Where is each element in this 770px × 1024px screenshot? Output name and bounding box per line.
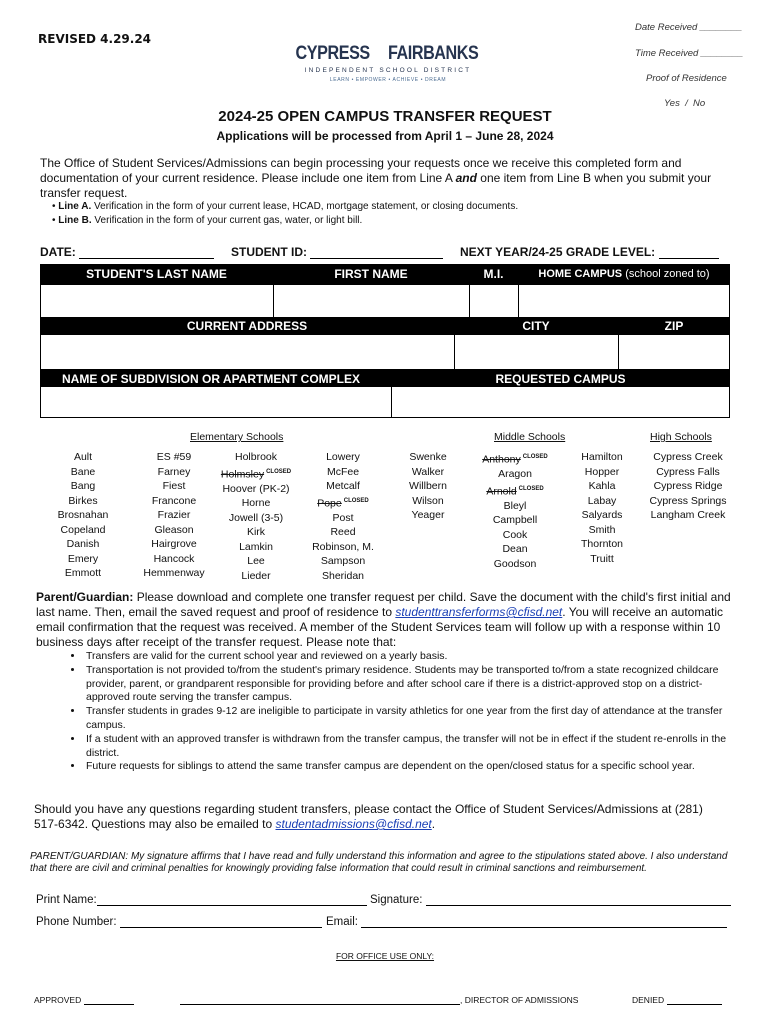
affirmation-text: PARENT/GUARDIAN: My signature affirms that I have read and fully understand this information and agree to the stipulations stated above. I also understand that there are civil and criminal penalties for knowingly providing false information that could result in criminal sanctions and reimbursement.: [30, 851, 728, 874]
elementary-school-item: [134, 494, 214, 509]
student-id-label: STUDENT ID:: [231, 245, 307, 259]
requested-campus-input[interactable]: [391, 386, 730, 418]
line-a-text: Verification in the form of your current lease, HCAD, mortgage statement, or closing documents.: [94, 201, 519, 212]
school-name: Cypress Ridge: [653, 480, 723, 492]
school-name: Yeager: [411, 509, 445, 521]
first-name-input[interactable]: [273, 284, 470, 318]
last-name-input[interactable]: [40, 284, 274, 318]
logo-left-text: CYPRESS: [295, 43, 370, 64]
middle-school-item: [470, 450, 560, 467]
high-column: [640, 450, 736, 523]
yes-no-option[interactable]: Yes / No: [664, 98, 706, 109]
address-header: CURRENT ADDRESS: [40, 318, 454, 334]
closed-badge: CLOSED: [522, 454, 548, 460]
elementary-school-item: [302, 525, 384, 540]
middle-school-item: [566, 450, 638, 465]
elementary-school-item: [48, 450, 118, 465]
phone-field[interactable]: [36, 916, 322, 928]
school-name: Swenke: [409, 451, 447, 463]
questions-paragraph: [34, 802, 724, 832]
line-b-item: • Line B. Verification in the form of your current gas, water, or light bill.: [52, 215, 363, 226]
city-input[interactable]: [454, 334, 619, 370]
elementary-school-item: [214, 540, 298, 555]
time-received: Time Received ________: [635, 48, 744, 59]
high-school-item: [640, 479, 736, 494]
elementary-school-item: [392, 508, 464, 523]
elementary-column-2: [134, 450, 214, 581]
elementary-school-item: [134, 465, 214, 480]
school-name: Fiest: [162, 480, 186, 492]
school-name: Walker: [411, 465, 445, 478]
elementary-school-item: [392, 465, 464, 480]
school-name: Ault: [73, 451, 93, 463]
elementary-school-item: [302, 569, 384, 584]
questions-text: Should you have any questions regarding student transfers, please contact the Office of Student Services/Admissions at (281) 517-6342. Questions may also be emailed to: [34, 802, 703, 831]
district-logo: [295, 42, 479, 94]
city-header: CITY: [454, 318, 618, 334]
school-name: Pope: [317, 497, 342, 509]
school-name: Hancock: [153, 552, 195, 565]
school-name: Lee: [247, 555, 265, 567]
note-item: • Future requests for siblings to attend the same transfer campus are dependent on the open/closed status for a specific school year.: [84, 760, 734, 774]
school-name: Arnold: [486, 485, 517, 497]
school-name: Farney: [157, 465, 191, 478]
school-name: Metcalf: [326, 480, 360, 492]
guardian-text-1: Please download and complete one transfer request per child. Save the document with the child's first initial and last name. Then, email the saved request and proof of residence to: [36, 590, 731, 619]
middle-school-item: [566, 494, 638, 509]
school-name: Hemmenway: [143, 567, 205, 579]
zip-input[interactable]: [618, 334, 730, 370]
line-a-item: • Line A. Verification in the form of your current lease, HCAD, mortgage statement, or closing documents.: [52, 201, 519, 212]
school-name: Hamilton: [581, 451, 623, 463]
elementary-school-item: [134, 552, 214, 567]
elementary-column-1: [48, 450, 118, 581]
middle-column-2: [566, 450, 638, 566]
line-b-text: Verification in the form of your current gas, water, or light bill.: [94, 215, 363, 226]
school-name: Reed: [330, 526, 356, 538]
guardian-label: Parent/Guardian:: [36, 590, 134, 604]
guardian-paragraph: [36, 590, 736, 650]
elementary-school-item: [214, 465, 298, 482]
school-name: Labay: [587, 494, 617, 507]
logo-subtitle: INDEPENDENT SCHOOL DISTRICT: [304, 67, 472, 74]
school-name: Bane: [70, 465, 96, 478]
notes-list: [64, 650, 734, 774]
home-campus-note: (school zoned to): [625, 268, 710, 280]
logo-tagline: LEARN • EMPOWER • ACHIEVE • DREAM: [329, 77, 447, 83]
elementary-school-item: [134, 508, 214, 523]
elementary-column-5: [392, 450, 464, 523]
requested-campus-header: REQUESTED CAMPUS: [391, 370, 730, 388]
elementary-school-item: [48, 537, 118, 552]
line-a-label: Line A.: [58, 201, 92, 212]
grade-level-field[interactable]: [460, 245, 719, 259]
email-label: Email:: [326, 916, 358, 928]
school-name: Hairgrove: [151, 538, 197, 550]
school-name: Salyards: [581, 509, 623, 521]
elementary-school-item: [214, 569, 298, 584]
elementary-school-item: [48, 566, 118, 581]
admissions-email-link[interactable]: studentadmissions@cfisd.net: [275, 817, 432, 831]
elementary-column-4: [302, 450, 384, 583]
high-school-item: [640, 494, 736, 509]
closed-badge: CLOSED: [266, 468, 292, 475]
elementary-column-3: [214, 450, 298, 583]
elementary-title: Elementary Schools: [190, 431, 284, 443]
school-name: Bleyl: [503, 499, 527, 512]
director-field[interactable]: [180, 995, 578, 1005]
school-name: Horne: [241, 497, 271, 509]
elementary-school-item: [48, 494, 118, 509]
school-name: Francone: [151, 494, 197, 507]
middle-school-item: [566, 537, 638, 552]
school-name: Willbern: [409, 480, 447, 492]
proof-of-residence: Proof of Residence: [646, 73, 727, 84]
intro-and: and: [455, 171, 477, 185]
first-name-header: FIRST NAME: [273, 264, 469, 284]
elementary-school-item: [48, 552, 118, 567]
school-name: Cypress Falls: [656, 465, 720, 478]
line-b-label: Line B.: [58, 215, 92, 226]
home-campus-header: [518, 264, 730, 284]
intro-paragraph: [40, 156, 730, 201]
elementary-school-item: [214, 554, 298, 569]
high-school-item: [640, 450, 736, 465]
home-campus-input[interactable]: [518, 284, 730, 318]
middle-school-item: [470, 557, 560, 572]
elementary-school-item: [214, 525, 298, 540]
elementary-school-item: [302, 494, 384, 511]
school-name: Anthony: [482, 453, 521, 466]
school-name: Hopper: [584, 465, 620, 478]
elementary-school-item: [392, 479, 464, 494]
signature-label: Signature:: [370, 894, 423, 906]
phone-label: Phone Number:: [36, 916, 117, 928]
approved-label: APPROVED: [34, 995, 82, 1005]
school-name: Post: [332, 511, 354, 524]
note-item: • If a student with an approved transfer is withdrawn from the transfer campus, the transfer will not be in effect if the student re-enrolls in the district.: [84, 733, 734, 761]
closed-badge: CLOSED: [343, 497, 369, 504]
middle-school-item: [470, 528, 560, 543]
school-name: Langham Creek: [650, 509, 726, 521]
guardian-text-2: . You will receive an automatic email confirmation that the request was received. A member of the Student Services team will follow up with a response within 10 business days after receipt of the transfer request. Please note that:: [36, 605, 724, 649]
school-name: Cook: [502, 528, 528, 541]
school-name: Frazier: [157, 509, 191, 521]
school-name: Smith: [588, 523, 616, 536]
print-name-label: Print Name:: [36, 894, 97, 906]
school-name: Holbrook: [234, 451, 278, 463]
school-name: Jowell (3-5): [228, 511, 284, 524]
transfer-email-link[interactable]: studenttransferforms@cfisd.net: [395, 605, 563, 619]
elementary-school-item: [134, 479, 214, 494]
elementary-school-item: [48, 479, 118, 494]
revised-date: REVISED 4.29.24: [38, 32, 152, 46]
mi-input[interactable]: [469, 284, 519, 318]
elementary-school-item: [214, 496, 298, 511]
school-name: Bang: [70, 480, 96, 492]
logo-right-text: FAIRBANKS: [388, 43, 479, 64]
denied-field[interactable]: [632, 995, 722, 1005]
mi-header: M.I.: [469, 264, 518, 284]
middle-school-item: [566, 479, 638, 494]
elementary-school-item: [392, 494, 464, 509]
middle-school-item: [470, 467, 560, 482]
school-name: Emmott: [64, 567, 102, 579]
intro-text-2: one item from Line B when you submit your transfer request.: [40, 171, 712, 200]
date-field[interactable]: [40, 245, 214, 259]
middle-title: Middle Schools: [494, 431, 566, 443]
school-name: McFee: [326, 465, 360, 478]
middle-column-1: [470, 450, 560, 571]
date-label: DATE:: [40, 245, 76, 259]
middle-school-item: [470, 499, 560, 514]
elementary-school-item: [392, 450, 464, 465]
school-name: Brosnahan: [57, 509, 109, 521]
zip-header: ZIP: [618, 318, 730, 334]
home-campus-label: HOME CAMPUS: [538, 268, 623, 280]
elementary-school-item: [302, 479, 384, 494]
elementary-school-item: [48, 465, 118, 480]
elementary-school-item: [134, 450, 214, 465]
school-name: ES #59: [156, 451, 192, 463]
school-name: Thornton: [580, 538, 624, 550]
school-name: Cypress Creek: [653, 451, 723, 463]
high-title: High Schools: [650, 431, 712, 443]
elementary-school-item: [214, 482, 298, 497]
school-name: Lieder: [241, 569, 271, 582]
elementary-school-item: [48, 523, 118, 538]
closed-badge: CLOSED: [518, 485, 544, 492]
email-field[interactable]: [326, 916, 727, 928]
school-name: Holmsley: [220, 468, 265, 480]
last-name-header: STUDENT'S LAST NAME: [40, 264, 273, 284]
middle-school-item: [470, 482, 560, 499]
address-input[interactable]: [40, 334, 455, 370]
high-school-item: [640, 465, 736, 480]
middle-school-item: [566, 508, 638, 523]
elementary-school-item: [214, 450, 298, 465]
elementary-school-item: [48, 508, 118, 523]
school-name: Copeland: [60, 523, 106, 536]
elementary-school-item: [302, 511, 384, 526]
middle-school-item: [470, 513, 560, 528]
subdivision-header: NAME OF SUBDIVISION OR APARTMENT COMPLEX: [40, 370, 391, 388]
elementary-school-item: [302, 465, 384, 480]
page-subtitle: Applications will be processed from April 1 – June 28, 2024: [216, 129, 554, 143]
school-name: Birkes: [68, 494, 98, 507]
school-name: Dean: [502, 543, 528, 555]
school-name: Kahla: [588, 480, 616, 492]
school-name: Campbell: [492, 514, 538, 526]
school-name: Lamkin: [239, 540, 273, 553]
elementary-school-item: [302, 450, 384, 465]
middle-school-item: [470, 542, 560, 557]
grade-level-label: NEXT YEAR/24-25 GRADE LEVEL:: [460, 245, 656, 259]
school-name: Cypress Springs: [649, 494, 727, 507]
intro-text-1: The Office of Student Services/Admissions can begin processing your requests once we receive this completed form and documentation of your current residence. Please include one item from Line A: [40, 156, 682, 185]
director-label: , DIRECTOR OF ADMISSIONS: [460, 995, 579, 1005]
school-name: Sheridan: [321, 569, 365, 582]
high-school-item: [640, 508, 736, 523]
school-name: Wilson: [412, 494, 444, 507]
page-title: 2024-25 OPEN CAMPUS TRANSFER REQUEST: [218, 108, 552, 125]
school-name: Truitt: [590, 552, 614, 565]
elementary-school-item: [134, 523, 214, 538]
school-name: Hoover (PK-2): [222, 482, 290, 495]
student-id-field[interactable]: [231, 245, 443, 259]
note-item: • Transfer students in grades 9-12 are ineligible to participate in varsity athletics for one year from the first day of attendance at the transfer campus.: [84, 705, 734, 733]
signature-field[interactable]: [370, 894, 731, 906]
elementary-school-item: [214, 511, 298, 526]
school-name: Danish: [66, 538, 100, 550]
school-name: Gleason: [154, 523, 194, 536]
elementary-school-item: [134, 537, 214, 552]
school-name: Emery: [67, 552, 99, 565]
denied-label: DENIED: [632, 995, 665, 1005]
middle-school-item: [566, 552, 638, 567]
questions-end: .: [431, 817, 436, 831]
school-name: Kirk: [246, 526, 266, 538]
school-name: Lowery: [326, 451, 360, 463]
note-item: • Transfers are valid for the current school year and reviewed on a yearly basis.: [84, 650, 734, 664]
school-name: Goodson: [493, 557, 537, 570]
school-name: Aragon: [498, 468, 532, 480]
print-name-field[interactable]: [36, 894, 367, 906]
middle-school-item: [566, 523, 638, 538]
subdivision-input[interactable]: [40, 386, 392, 418]
note-item: • Transportation is not provided to/from the student's primary residence. Students may be transported to/from a state recognized childcare provider, parent, or grandparent responsible for providing before and after school care if there is a district-approved stop on a district-approved route serving the transfer campus.: [84, 664, 734, 705]
elementary-school-item: [302, 554, 384, 569]
approved-field[interactable]: [34, 995, 134, 1005]
middle-school-item: [566, 465, 638, 480]
elementary-school-item: [302, 540, 384, 555]
date-received: Date Received ________: [635, 22, 743, 33]
elementary-school-item: [134, 566, 214, 581]
school-name: Sampson: [320, 555, 366, 567]
school-name: Robinson, M.: [312, 540, 374, 553]
office-use-title: FOR OFFICE USE ONLY:: [335, 951, 435, 961]
